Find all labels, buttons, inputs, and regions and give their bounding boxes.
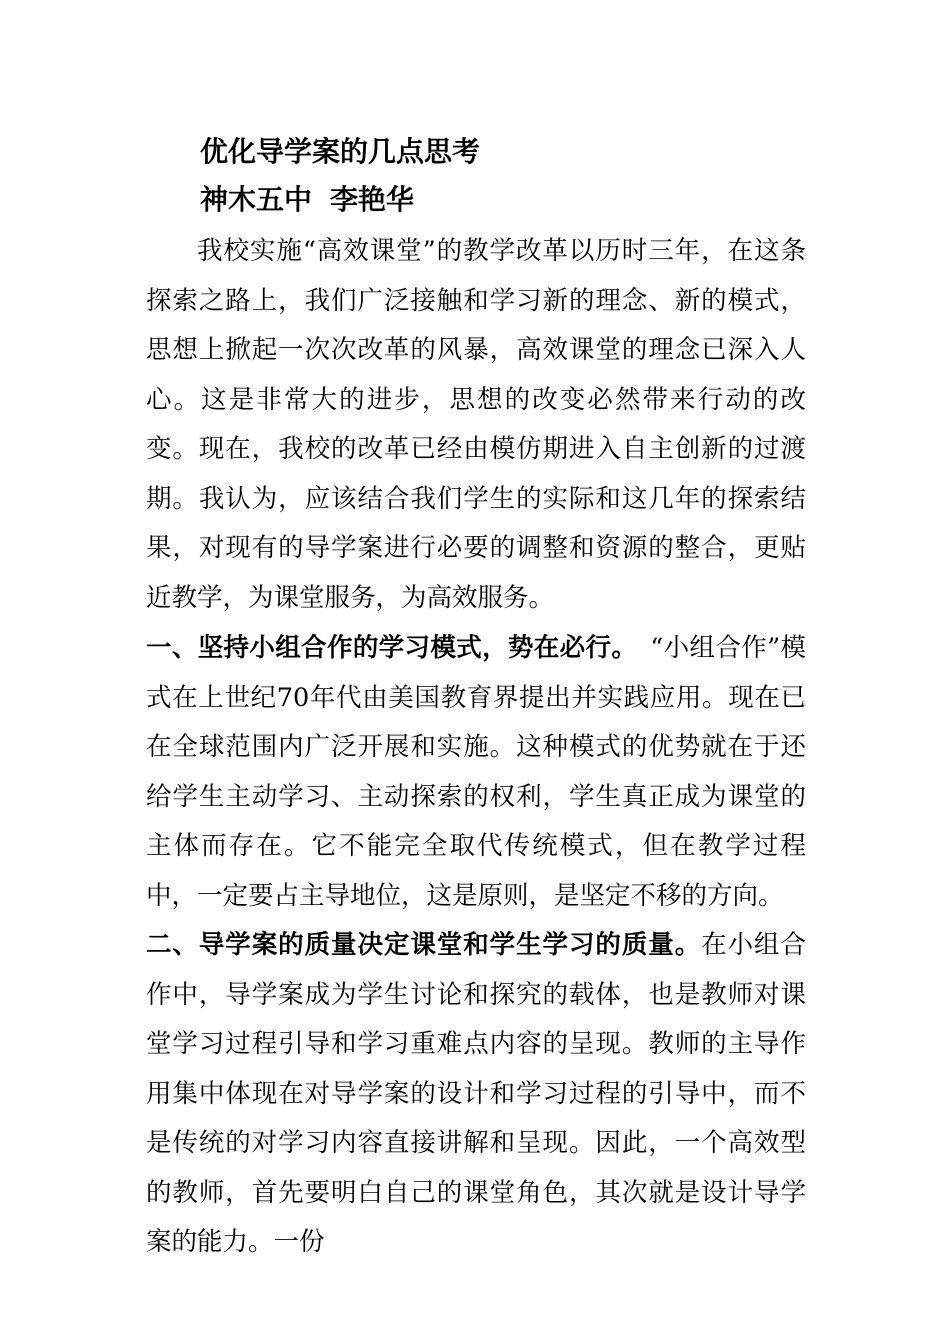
author-line [200, 180, 414, 220]
author-name: 李艳华 [330, 183, 415, 216]
school-name: 神木五中 [200, 183, 313, 216]
section-paragraph-2 [146, 921, 806, 1268]
section-spacer-1 [624, 633, 650, 663]
section-body-2: 在小组合作中，导学案成为学生讨论和探究的载体，也是教师对课堂学习过程引导和学习重难点内容的呈现。教师的主导作用集中体现在对导学案的设计和学习过程的引导中，而不是传统的对学习内容直接讲解和呈现。因此，一个高效型的教师，首先要明白自己的课堂角色，其次就是设计导学案的能力。一份 [146, 930, 806, 1257]
intro-paragraph: 我校实施“高效课堂”的教学改革以历时三年，在这条探索之路上，我们广泛接触和学习新的理念、新的模式，思想上掀起一次次改革的风暴，高效课堂的理念已深入人心。这是非常大的进步，思想的改变必然带来行动的改变。现在，我校的改革已经由模仿期进入自主创新的过渡期。我认为，应该结合我们学生的实际和这几年的探索结果，对现有的导学案进行必要的调整和资源的整合，更贴近教学，为课堂服务，为高效服务。 [146, 236, 806, 613]
page-title: 优化导学案的几点思考 [200, 135, 481, 168]
section-heading-2: 二、导学案的质量决定课堂和学生学习的质量。 [146, 930, 702, 960]
section-body-1: “小组合作”模式在上世纪70年代由美国教育界提出并实践应用。现在已在全球范围内广泛开展和实施。这种模式的优势就在于还给学生主动学习、主动探索的权利，学生真正成为课堂的主体而存在。它不能完全取代传统模式，但在教学过程中，一定要占主导地位，这是原则，是坚定不移的方向。 [146, 633, 806, 911]
section-paragraph-1 [146, 624, 806, 921]
section-heading-1: 一、坚持小组合作的学习模式，势在必行。 [146, 633, 625, 663]
